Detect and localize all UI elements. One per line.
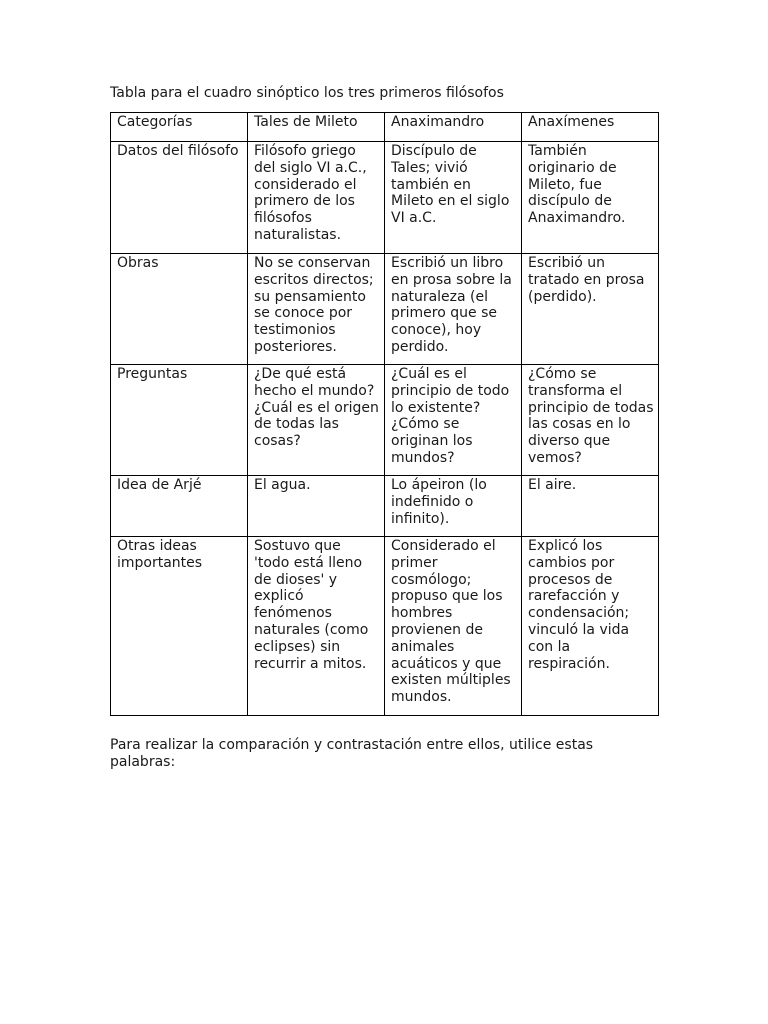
header-cell-categories: Categorías [111, 113, 248, 142]
header-cell-anaximander: Anaximandro [385, 113, 522, 142]
table-row [111, 142, 659, 254]
table-cell: Lo ápeiron (lo indefinido o infinito). [385, 476, 522, 537]
table-cell: Explicó los cambios por procesos de rarefacción y condensación; vinculó la vida con la respiración. [522, 537, 659, 716]
table-cell: Discípulo de Tales; vivió también en Mileto en el siglo VI a.C. [385, 142, 522, 254]
table-row [111, 537, 659, 716]
table-cell: ¿Cuál es el principio de todo lo existente? ¿Cómo se originan los mundos? [385, 365, 522, 476]
table-header-row [111, 113, 659, 142]
synoptic-table [110, 112, 659, 716]
table-cell: ¿Cómo se transforma el principio de todas las cosas en lo diverso que vemos? [522, 365, 659, 476]
table-cell: Sostuvo que 'todo está lleno de dioses' y explicó fenómenos naturales (como eclipses) sin recurrir a mitos. [248, 537, 385, 716]
table-cell: También originario de Mileto, fue discípulo de Anaximandro. [522, 142, 659, 254]
table-cell: Filósofo griego del siglo VI a.C., considerado el primero de los filósofos naturalistas. [248, 142, 385, 254]
row-category-cell: Idea de Arjé [111, 476, 248, 537]
table-row [111, 365, 659, 476]
table-cell: Escribió un libro en prosa sobre la naturaleza (el primero que se conoce), hoy perdido. [385, 254, 522, 365]
table-row [111, 476, 659, 537]
table-cell: Considerado el primer cosmólogo; propuso que los hombres provienen de animales acuáticos y que existen múltiples mundos. [385, 537, 522, 716]
row-category-cell: Otras ideas importantes [111, 537, 248, 716]
table-cell: ¿De qué está hecho el mundo? ¿Cuál es el origen de todas las cosas? [248, 365, 385, 476]
table-caption: Tabla para el cuadro sinóptico los tres primeros filósofos [110, 85, 504, 101]
table-row [111, 254, 659, 365]
row-category-cell: Obras [111, 254, 248, 365]
header-cell-anaximenes: Anaxímenes [522, 113, 659, 142]
header-cell-thales: Tales de Mileto [248, 113, 385, 142]
row-category-cell: Preguntas [111, 365, 248, 476]
table-cell: El aire. [522, 476, 659, 537]
table-cell: No se conservan escritos directos; su pensamiento se conoce por testimonios posteriores. [248, 254, 385, 365]
row-category-cell: Datos del filósofo [111, 142, 248, 254]
closing-paragraph: Para realizar la comparación y contrastación entre ellos, utilice estas palabras: [110, 737, 594, 770]
table-cell: Escribió un tratado en prosa (perdido). [522, 254, 659, 365]
table-cell: El agua. [248, 476, 385, 537]
